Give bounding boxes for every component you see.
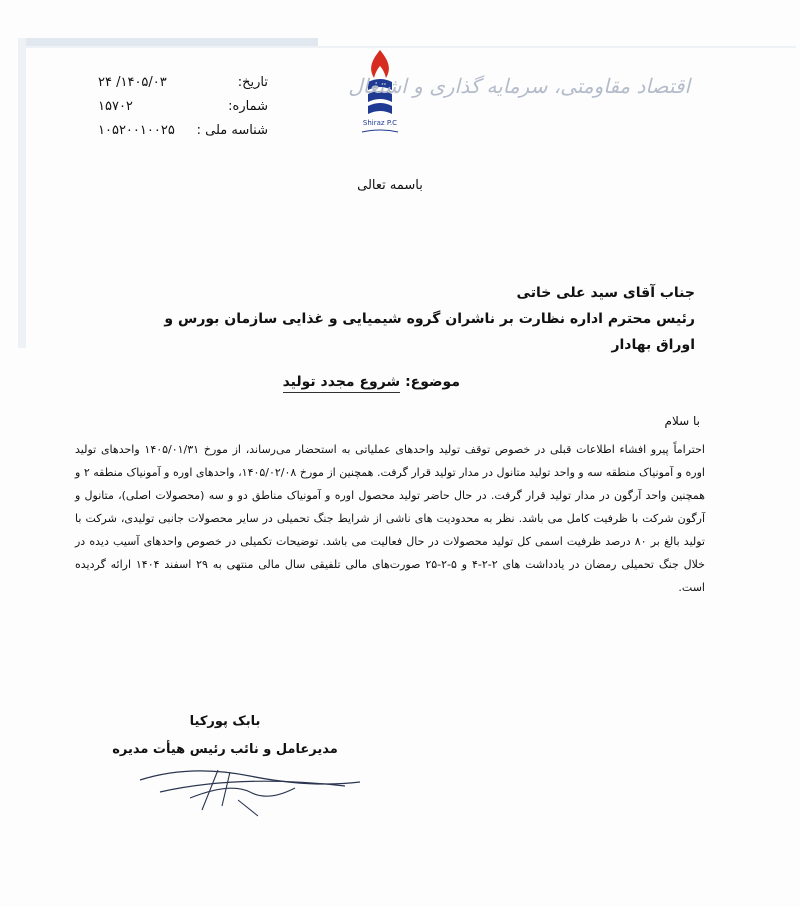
meta-national-id: [98, 118, 268, 142]
letterhead-frame-left: [18, 38, 26, 348]
signer-title: مدیرعامل و نائب رئیس هیأت مدیره: [112, 742, 338, 757]
subject-text: شروع مجدد تولید: [283, 374, 401, 393]
meta-number: [98, 94, 268, 118]
addressee-block: [140, 280, 695, 358]
letterhead-frame-top: [18, 38, 318, 46]
addressee-title: رئیس محترم اداره نظارت بر ناشران گروه شیمیایی و غذایی سازمان بورس و اوراق بهادار: [164, 311, 695, 353]
greeting: با سلام: [664, 414, 700, 428]
signature-mark: [130, 752, 370, 822]
meta-number-label: شماره:: [228, 98, 268, 114]
subject-line: [250, 374, 460, 390]
meta-date-value: ۱۴۰۵/۰۳/ ۲۴: [98, 74, 167, 90]
letter-meta: [98, 70, 268, 142]
logo-caption: Shiraz P.C: [362, 119, 398, 127]
meta-date: [98, 70, 268, 94]
letter-body: احتراماً پیرو افشاء اطلاعات قبلی در خصوص توقف تولید واحدهای عملیاتی به استحضار می‌رساند، از مورخ ۱۴۰۵/۰۱/۳۱ واحدهای تولید اوره و آمونیاک منطقه سه و واحد تولید متانول در مدار تولید قرار گرفت. همچنین از مورخ ۱۴۰۵/۰۲/۰۸، واحدهای اوره و آمونیاک منطقه ۲ و همچنین واحد آرگون در مدار تولید قرار گرفت. در حال حاضر تولید محصول اوره و آمونیاک مناطق دو و سه (محصولات اصلی)، متانول و آرگون شرکت با ظرفیت کامل می باشد. نظر به محدودیت های ناشی از شرایط جنگ تحمیلی در سایر محصولات جانبی تولیدی، شرکت با تولید بالغ بر ۸۰ درصد ظرفیت اسمی کل تولید محصولات در حال فعالیت می باشد. توضیحات تکمیلی در خصوص واحدهای آسیب دیده در خلال جنگ تحمیلی رمضان در یادداشت های ۲-۲-۴ و ۵-۲-۲۵ صورت‌های مالی تلفیقی سال مالی منتهی به ۲۹ اسفند ۱۴۰۴ ارائه گردیده است.: [75, 443, 705, 594]
signer-name: بابک پورکیا: [189, 714, 261, 729]
meta-national-id-label: شناسه ملی :: [196, 122, 268, 138]
salutation: باسمه تعالی: [357, 178, 423, 193]
meta-number-value: ۱۵۷۰۲: [98, 98, 133, 114]
addressee-name: جناب آقای سید علی خاتی: [516, 285, 695, 301]
letterhead-rule: [26, 46, 796, 48]
meta-national-id-value: ۱۰۵۲۰۰۱۰۰۲۵: [98, 122, 175, 138]
subject-label: موضوع:: [405, 374, 460, 390]
letterhead-tagline: اقتصاد مقاومتی، سرمایه گذاری و اشتغال: [348, 74, 690, 98]
meta-date-label: تاریخ:: [237, 74, 268, 90]
